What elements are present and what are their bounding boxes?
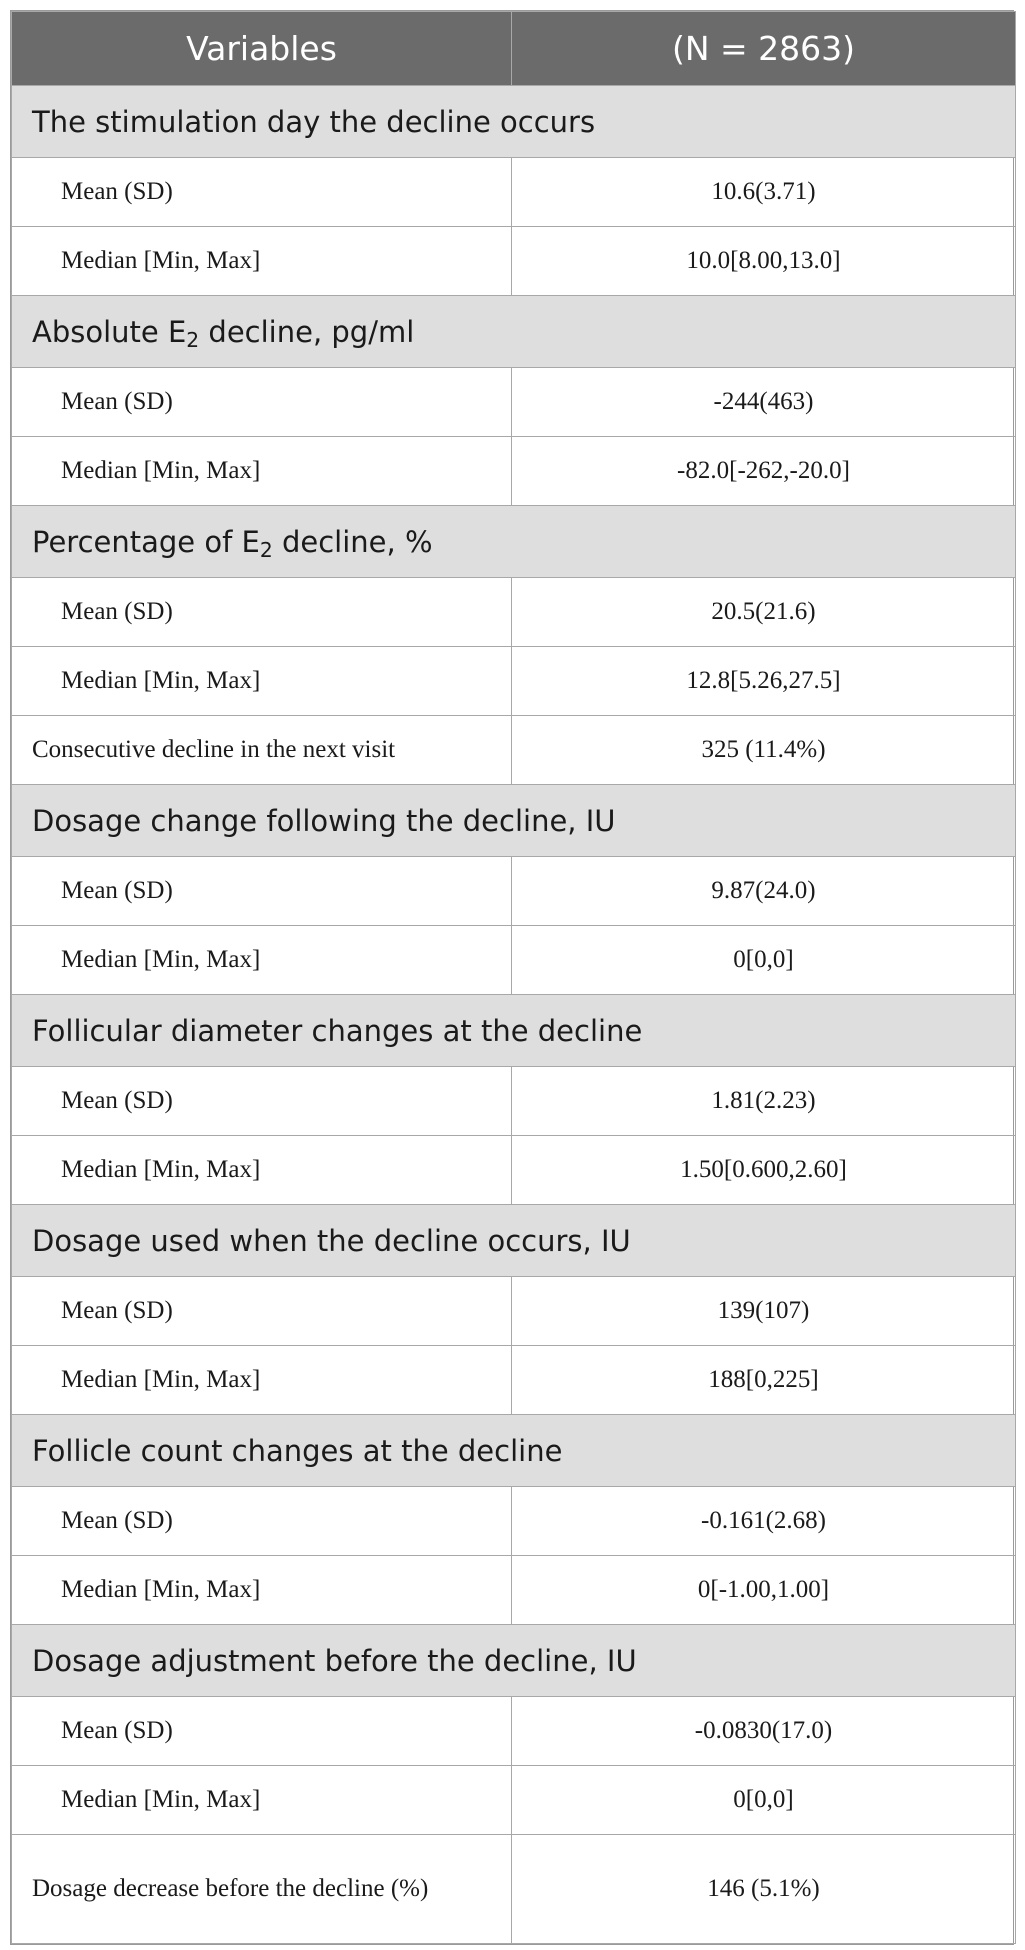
row-label: Median [Min, Max] xyxy=(12,1556,512,1625)
row-label: Median [Min, Max] xyxy=(12,227,512,296)
row-value: 146 (5.1%) xyxy=(512,1835,1016,1944)
table-header-row xyxy=(12,12,1016,86)
row-value: -0.0830(17.0) xyxy=(512,1697,1016,1766)
statistics-table-container xyxy=(10,10,1014,1945)
table-row xyxy=(12,227,1016,296)
row-label: Median [Min, Max] xyxy=(12,1766,512,1835)
row-value: 1.81(2.23) xyxy=(512,1067,1016,1136)
table-row xyxy=(12,1346,1016,1415)
row-label: Median [Min, Max] xyxy=(12,1346,512,1415)
section-row-dosage-adjustment xyxy=(12,1625,1016,1697)
table-row xyxy=(12,1067,1016,1136)
row-value: 325 (11.4%) xyxy=(512,716,1016,785)
section-title: Follicular diameter changes at the decline xyxy=(12,995,1016,1067)
header-variables: Variables xyxy=(12,12,512,86)
row-value: -82.0[-262,-20.0] xyxy=(512,437,1016,506)
row-label: Consecutive decline in the next visit xyxy=(12,716,512,785)
row-label: Mean (SD) xyxy=(12,578,512,647)
row-value: 188[0,225] xyxy=(512,1346,1016,1415)
section-title: Dosage used when the decline occurs, IU xyxy=(12,1205,1016,1277)
table-row xyxy=(12,1136,1016,1205)
table-row xyxy=(12,1697,1016,1766)
table-row xyxy=(12,1766,1016,1835)
header-n-count: (N = 2863) xyxy=(512,12,1016,86)
table-row xyxy=(12,368,1016,437)
table-row xyxy=(12,578,1016,647)
row-value: 9.87(24.0) xyxy=(512,857,1016,926)
table-row xyxy=(12,926,1016,995)
row-label: Mean (SD) xyxy=(12,857,512,926)
table-row xyxy=(12,1277,1016,1346)
row-label: Mean (SD) xyxy=(12,158,512,227)
row-value: 0[0,0] xyxy=(512,1766,1016,1835)
section-title xyxy=(12,506,1016,578)
row-value: 139(107) xyxy=(512,1277,1016,1346)
section-row-absolute-e2-decline xyxy=(12,296,1016,368)
section-title: Dosage change following the decline, IU xyxy=(12,785,1016,857)
row-value: 10.0[8.00,13.0] xyxy=(512,227,1016,296)
row-label: Mean (SD) xyxy=(12,1277,512,1346)
row-value: -244(463) xyxy=(512,368,1016,437)
table-row xyxy=(12,1487,1016,1556)
table-row xyxy=(12,647,1016,716)
row-label: Mean (SD) xyxy=(12,1487,512,1556)
row-label: Mean (SD) xyxy=(12,368,512,437)
row-label: Median [Min, Max] xyxy=(12,1136,512,1205)
section-title: The stimulation day the decline occurs xyxy=(12,86,1016,158)
section-row-stimulation-day xyxy=(12,86,1016,158)
table-row xyxy=(12,1556,1016,1625)
section-title-text: decline, pg/ml xyxy=(199,314,415,349)
section-row-follicular-diameter xyxy=(12,995,1016,1067)
section-row-dosage-used xyxy=(12,1205,1016,1277)
statistics-table xyxy=(11,11,1016,1944)
section-title-text: Absolute E xyxy=(32,314,187,349)
row-value: 0[-1.00,1.00] xyxy=(512,1556,1016,1625)
row-label: Mean (SD) xyxy=(12,1697,512,1766)
section-title: Follicle count changes at the decline xyxy=(12,1415,1016,1487)
section-title-subscript: 2 xyxy=(259,537,273,562)
table-row xyxy=(12,437,1016,506)
row-value: 10.6(3.71) xyxy=(512,158,1016,227)
row-label: Median [Min, Max] xyxy=(12,437,512,506)
section-title-text: Percentage of E xyxy=(32,524,260,559)
section-title xyxy=(12,296,1016,368)
row-label: Median [Min, Max] xyxy=(12,647,512,716)
row-value: 0[0,0] xyxy=(512,926,1016,995)
row-label: Median [Min, Max] xyxy=(12,926,512,995)
table-row xyxy=(12,857,1016,926)
row-value: 20.5(21.6) xyxy=(512,578,1016,647)
section-title-text: decline, % xyxy=(272,524,433,559)
section-row-percentage-e2-decline xyxy=(12,506,1016,578)
row-value: 12.8[5.26,27.5] xyxy=(512,647,1016,716)
table-row xyxy=(12,158,1016,227)
row-value: 1.50[0.600,2.60] xyxy=(512,1136,1016,1205)
section-title-subscript: 2 xyxy=(186,327,200,352)
section-title: Dosage adjustment before the decline, IU xyxy=(12,1625,1016,1697)
table-row-consecutive-decline xyxy=(12,716,1016,785)
table-row-dosage-decrease xyxy=(12,1835,1016,1944)
row-label: Dosage decrease before the decline (%) xyxy=(12,1835,512,1944)
section-row-dosage-change xyxy=(12,785,1016,857)
section-row-follicle-count xyxy=(12,1415,1016,1487)
row-value: -0.161(2.68) xyxy=(512,1487,1016,1556)
row-label: Mean (SD) xyxy=(12,1067,512,1136)
